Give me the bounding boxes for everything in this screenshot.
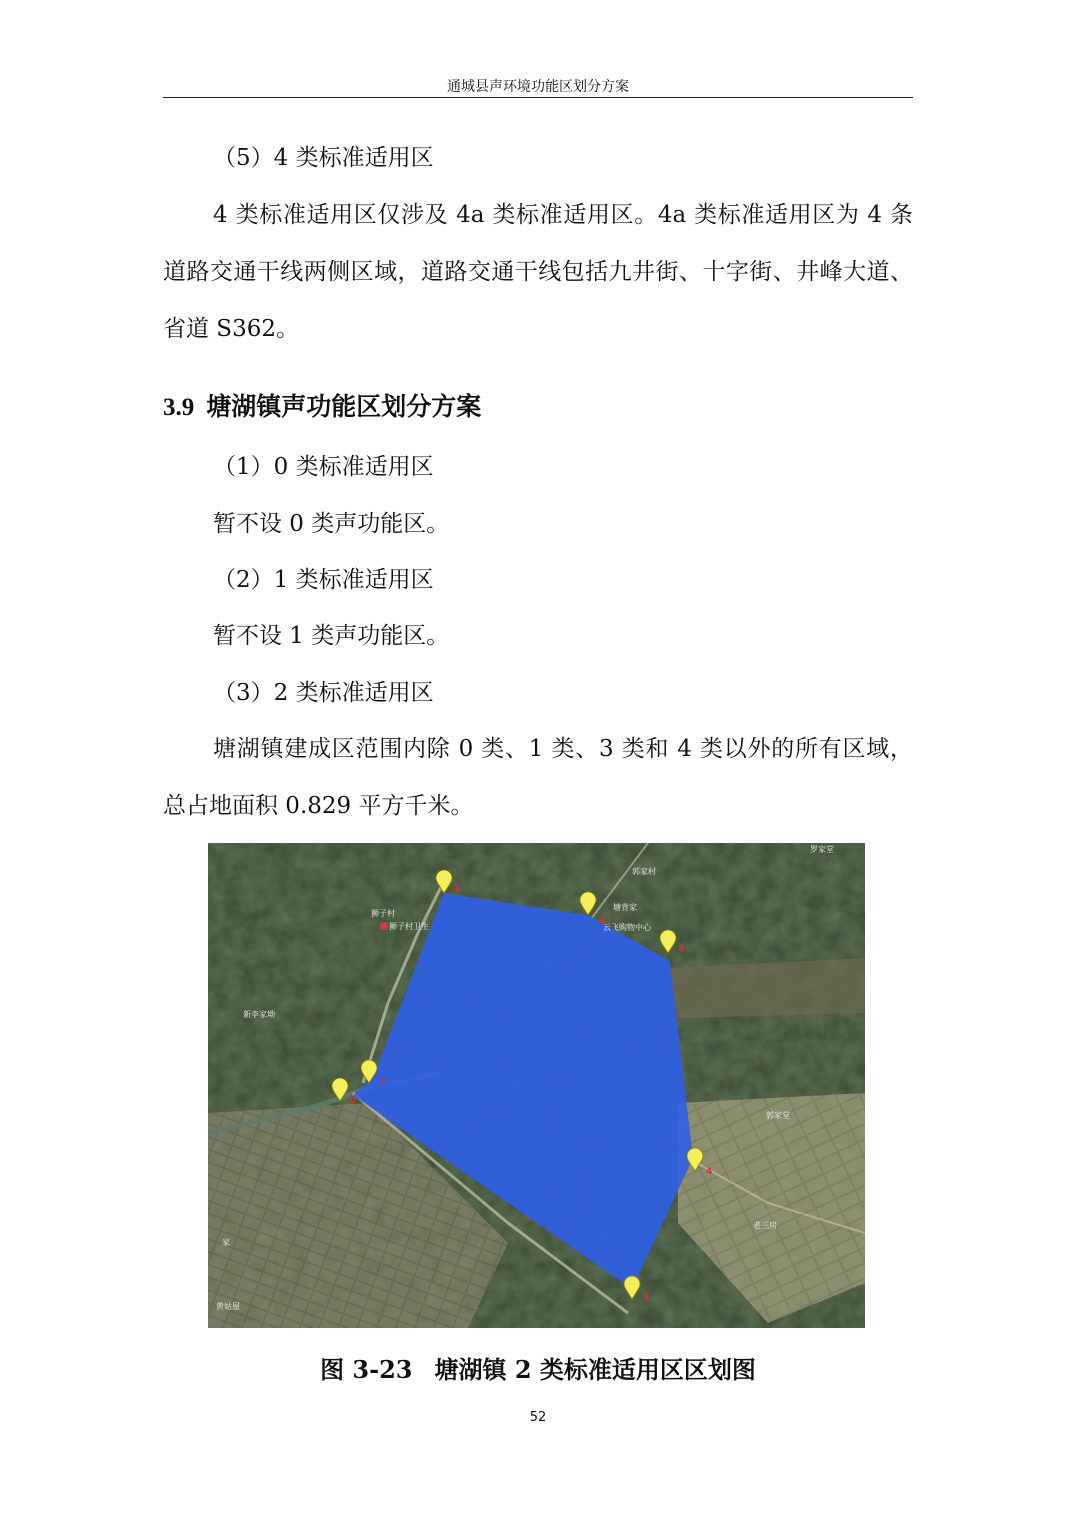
zoning-map-figure: [208, 843, 865, 1328]
running-header: 通城县声环境功能区划分方案: [447, 79, 629, 95]
figure-number: 图 3-23: [320, 1355, 413, 1384]
hospital-icon: [380, 922, 388, 930]
section-title: 塘湖镇声功能区划分方案: [206, 392, 482, 421]
subsection-label: （3）2 类标准适用区: [213, 680, 434, 706]
subsection-label: （1）0 类标准适用区: [213, 454, 434, 480]
map-label: 罗家堂: [810, 845, 834, 854]
body-paragraph: 暂不设 1 类声功能区。: [213, 623, 450, 649]
section-heading: [163, 385, 481, 430]
section-number: 3.9: [163, 394, 195, 421]
map-label: 狮子村卫生: [389, 922, 429, 931]
subsection-label: （2）1 类标准适用区: [213, 567, 434, 593]
map-label: 老三房: [753, 1221, 777, 1230]
map-label: 郭家村: [632, 867, 656, 876]
body-paragraph: 暂不设 0 类声功能区。: [213, 511, 450, 537]
map-label: 塘背家: [613, 903, 637, 912]
subsection-label: （5）4 类标准适用区: [213, 145, 434, 171]
farmland-east: [668, 958, 865, 1018]
header-divider: [163, 97, 913, 98]
map-label: 云飞购物中心: [603, 923, 651, 932]
marker-label: 2: [599, 916, 606, 926]
marker-label: 5: [643, 1293, 650, 1303]
map-label: 郭家堂: [766, 1111, 790, 1120]
figure-caption: [163, 1350, 913, 1385]
marker-label: 0: [350, 1096, 357, 1106]
figure-title: 塘湖镇 2 类标准适用区区划图: [434, 1355, 756, 1384]
body-paragraph: 4 类标准适用区仅涉及 4a 类标准适用区。4a 类标准适用区为 4 条道路交通干线两侧区域，道路交通干线包括九井街、十字街、井峰大道、省道 S362。: [163, 202, 913, 342]
marker-label: 1: [454, 884, 461, 894]
page-number: 52: [529, 1410, 547, 1425]
marker-label: 3: [678, 944, 685, 954]
marker-label: 7: [380, 1078, 387, 1088]
map-label: 黄姑屋: [216, 1302, 240, 1311]
marker-label: 4: [706, 1167, 713, 1177]
map-label: 新李家坳: [243, 1010, 275, 1019]
map-label: 狮子村: [371, 909, 395, 918]
body-paragraph: 塘湖镇建成区范围内除 0 类、1 类、3 类和 4 类以外的所有区域，总占地面积 0.829 平方千米。: [163, 736, 913, 819]
satellite-map: [208, 843, 865, 1328]
map-label: 家: [222, 1238, 230, 1247]
